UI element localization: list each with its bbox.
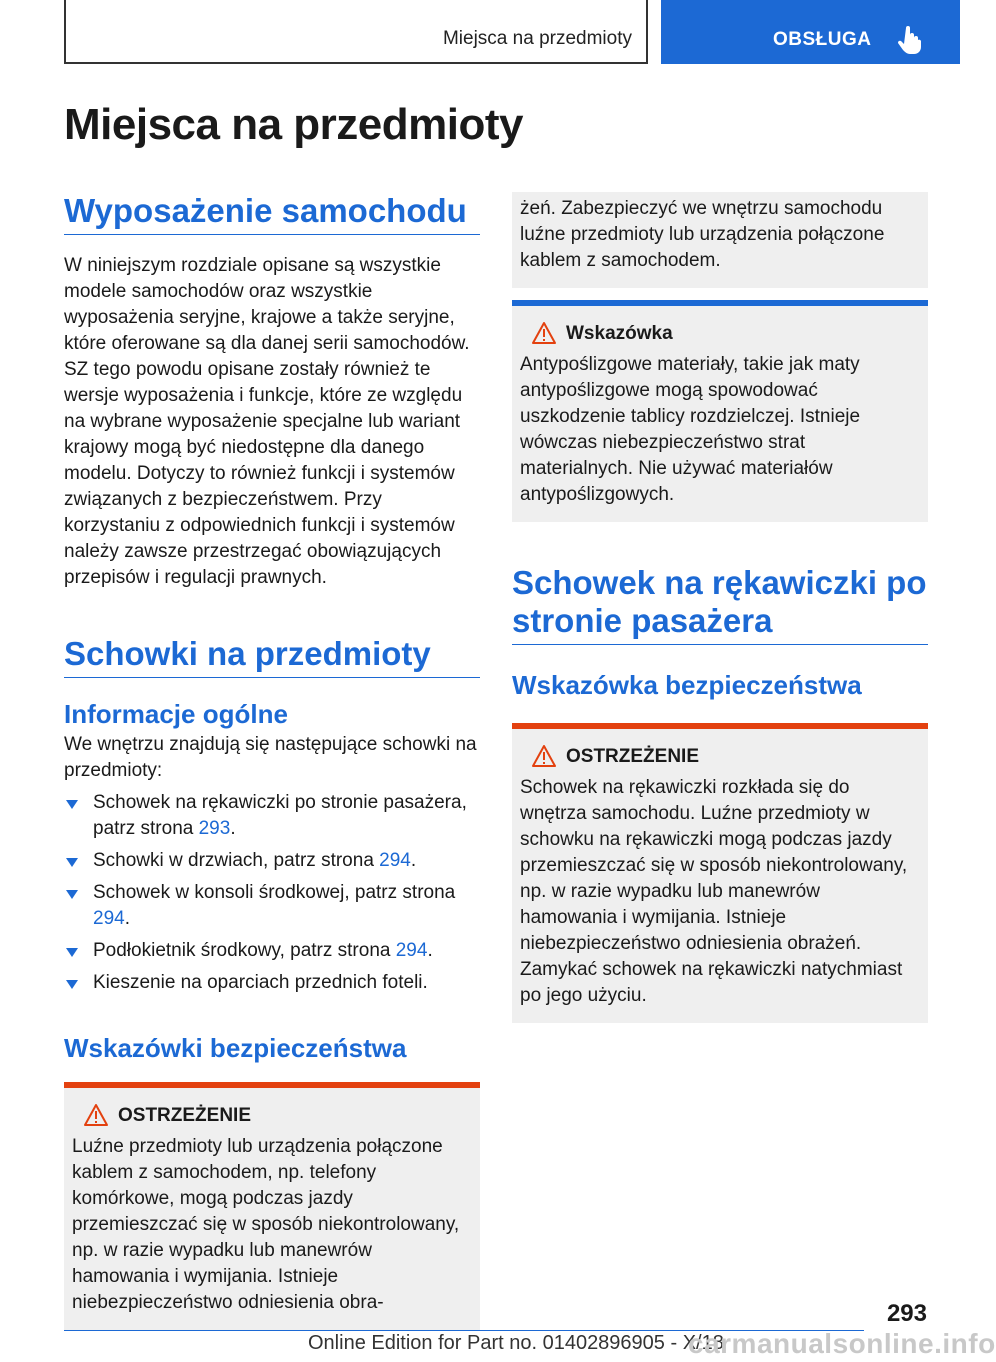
warning-title: OSTRZEŻENIE: [566, 746, 700, 767]
list-item: Schowki w drzwiach, patrz strona 294.: [64, 848, 480, 874]
header-section-title: Miejsca na przedmioty: [442, 28, 632, 49]
warning-triangle-icon: [532, 322, 556, 344]
warning-text-continued: żeń. Zabezpieczyć we wnętrzu samochodu luźne przedmioty lub urządzenia połączone kablem z samochodem.: [520, 198, 885, 271]
header-box: [64, 0, 648, 64]
bullet-triangle-icon: [66, 948, 78, 957]
heading-equipment: Wyposażenie samochodu: [64, 192, 480, 235]
heading-storage: Schowki na przedmioty: [64, 635, 480, 678]
warning-triangle-icon: [532, 745, 556, 767]
warning-text: Luźne przedmioty lub urządzenia połączone kablem z samochodem, np. telefony komórkowe, mogą podczas jazdy przemieszczać się w sposób niekontrolowany, np. w razie wypadku lub manewrów hamowania i wymijania. Istnieje niebezpieczeństwo odniesienia obra-: [72, 1136, 460, 1313]
right-column: [512, 192, 928, 1023]
page-ref-link[interactable]: 294: [395, 940, 428, 961]
bullet-triangle-icon: [66, 890, 78, 899]
warning-box-continued: [512, 192, 928, 288]
warning-title: OSTRZEŻENIE: [118, 1105, 252, 1126]
list-item: Schowek w konsoli środkowej, patrz strona 294.: [64, 880, 480, 932]
page-ref-link[interactable]: 294: [93, 908, 125, 929]
page-ref-link[interactable]: 293: [198, 818, 231, 839]
page-title: Miejsca na przedmioty: [64, 100, 523, 149]
hand-pointer-icon: [897, 26, 923, 54]
left-column: [64, 192, 480, 1330]
list-item: Kieszenie na oparciach przednich foteli.: [64, 970, 480, 996]
warning-triangle-icon: [84, 1104, 108, 1126]
note-title: Wskazówka: [566, 323, 673, 344]
note-text: Antypoślizgowe materiały, takie jak maty antypoślizgowe mogą spowodować uszkodzenie tablicy rozdzielczej. Istnieje wówczas niebezpieczeństwo strat materialnych. Nie używać materiałów antypoślizgowych.: [520, 354, 861, 505]
paragraph-equipment: W niniejszym rozdziale opisane są wszystkie modele samochodów oraz wszystkie wyposażenia seryjne, krajowe a także seryjne, które oferowane są dla danej serii samochodów. SZ tego powodu opisane zostały również te wersje wyposażenia i funkcje, które ze względu na wybrane wyposażenie specjalne lub wariant krajowy mogą być niedostępne dla danego modelu. Dotyczy to również funkcji i systemów związanych z bezpieczeństwem. Przy korzystaniu z odpowiednich funkcji i systemów należy zawsze przestrzegać obowiązujących przepisów i regulacji prawnych.: [64, 255, 470, 588]
page-number: 293: [886, 1300, 927, 1327]
list-item: Schowek na rękawiczki po stronie pasażera, patrz strona 293.: [64, 790, 480, 842]
heading-safety-note: Wskazówka bezpieczeństwa: [512, 670, 862, 700]
warning-box: [64, 1082, 480, 1330]
warning-box: [512, 723, 928, 1023]
bullet-triangle-icon: [66, 800, 78, 809]
heading-general: Informacje ogólne: [64, 699, 288, 729]
paragraph-general: We wnętrzu znajdują się następujące schowki na przedmioty:: [64, 734, 477, 781]
watermark: carmanualsonline.info: [688, 1328, 996, 1359]
list-item: Podłokietnik środkowy, patrz strona 294.: [64, 938, 480, 964]
note-box: [512, 300, 928, 522]
footer-edition: Online Edition for Part no. 01402896905 - X/18: [308, 1332, 724, 1354]
chapter-tab[interactable]: [661, 0, 960, 64]
heading-safety: Wskazówki bezpieczeństwa: [64, 1033, 407, 1063]
bullet-triangle-icon: [66, 980, 78, 989]
storage-list: [64, 790, 480, 996]
chapter-tab-label: OBSŁUGA: [773, 29, 872, 50]
page-ref-link[interactable]: 294: [379, 850, 411, 871]
heading-glovebox: Schowek na rękawiczki po stronie pasażera: [512, 564, 928, 645]
bullet-triangle-icon: [66, 858, 78, 867]
warning-text: Schowek na rękawiczki rozkłada się do wnętrza samochodu. Luźne przedmioty w schowku na rękawiczki mogą podczas jazdy przemieszczać się w sposób niekontrolowany, np. w razie wypadku lub manewrów hamowania i wymijania. Istnieje niebezpieczeństwo odniesienia obrażeń. Zamykać schowek na rękawiczki natychmiast po jego użyciu.: [520, 777, 908, 1006]
